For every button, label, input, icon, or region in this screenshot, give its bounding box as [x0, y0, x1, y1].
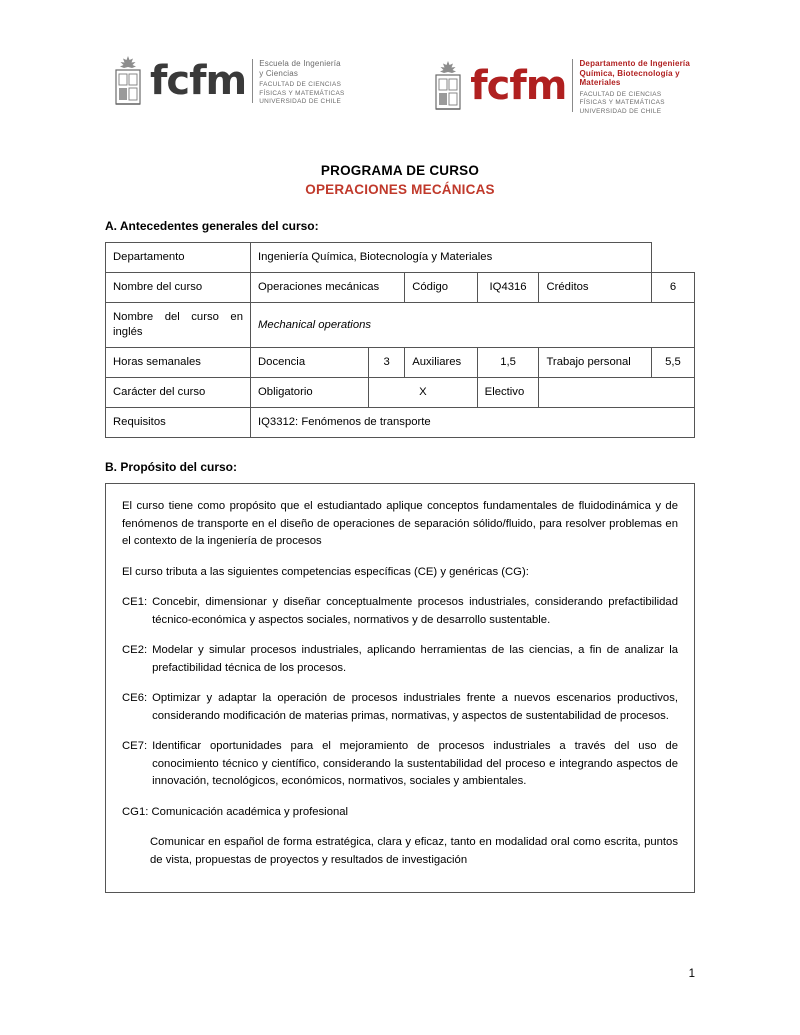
cell-nombre-label: Nombre del curso [106, 273, 251, 303]
logo-escuela-ingenieria [110, 55, 345, 107]
logo-left-line5: UNIVERSIDAD DE CHILE [259, 98, 342, 106]
cell-creditos-label: Créditos [539, 273, 652, 303]
competency-tag: CE6: [122, 692, 148, 704]
logo-left-text [259, 55, 344, 106]
competency-tag: CE7: [122, 740, 148, 752]
logo-right-line6: UNIVERSIDAD DE CHILE [579, 107, 662, 115]
generic-competency-cg1-detail: Comunicar en español de forma estratégica, clara y eficaz, tanto en modalidad oral como escrita, puntos de vista, propuestas de proyectos y resultados de investigación [150, 836, 678, 866]
competency-text: Modelar y simular procesos industriales, aplicando herramientas de las ciencias, a fin de analizar la prefactibilidad técnica de los procesos. [152, 644, 678, 674]
competency-item [122, 738, 678, 791]
cell-horas-label: Horas semanales [106, 348, 251, 378]
purpose-box [105, 483, 695, 893]
competency-item [122, 594, 678, 629]
table-row-departamento [106, 243, 695, 273]
logo-right-line2: Química, Biotecnología y [579, 68, 680, 78]
cell-auxiliares-label: Auxiliares [405, 348, 477, 378]
logo-left-line1: Escuela de Ingeniería [259, 59, 341, 69]
cell-nombre-ingles-value: Mechanical operations [251, 303, 695, 348]
competency-tag: CE1: [122, 596, 148, 608]
logo-divider [572, 59, 573, 112]
cell-requisitos-label: Requisitos [106, 408, 251, 438]
cell-auxiliares-value: 1,5 [477, 348, 539, 378]
competency-text: Optimizar y adaptar la operación de procesos industriales frente a nuevos escenarios productivos, considerando modificación de materias primas, normativas, y aspectos de sustentabilidad de procesos. [152, 692, 678, 722]
cell-obligatorio-label: Obligatorio [251, 378, 369, 408]
logo-left-line4: FÍSICAS Y MATEMÁTICAS [259, 89, 345, 97]
cell-nombre-value: Operaciones mecánicas [251, 273, 405, 303]
cell-requisitos-value: IQ3312: Fenómenos de transporte [251, 408, 695, 438]
cell-docencia-value: 3 [369, 348, 405, 378]
competency-item [122, 642, 678, 677]
cell-electivo-mark [539, 378, 695, 408]
page-title: PROGRAMA DE CURSO [320, 163, 480, 178]
competency-text: Concebir, dimensionar y diseñar conceptualmente procesos industriales, considerando prefactibilidad técnico-económica y aspectos sociales, normativos y de desarrollo sustentable. [152, 596, 678, 626]
fcfm-crest-icon [110, 55, 146, 107]
cell-departamento-label: Departamento [106, 243, 251, 273]
section-b-heading: B. Propósito del curso: [105, 460, 238, 474]
section-a-heading: A. Antecedentes generales del curso: [105, 219, 319, 233]
purpose-paragraph-1: El curso tiene como propósito que el estudiantado aplique conceptos fundamentales de fluidodinámica y de fenómenos de transporte en el diseño de operaciones de separación sólido/fluido, para resolver problemas en el contexto de la ingeniería de procesos [122, 500, 678, 547]
cell-obligatorio-mark: X [369, 378, 478, 408]
generic-competency-cg1: CG1: Comunicación académica y profesional [122, 805, 349, 818]
logo-left-line2: y Ciencias [259, 68, 299, 78]
fcfm-wordmark: fcfm [470, 62, 567, 109]
logo-right-line1: Departamento de Ingeniería [579, 59, 690, 68]
page-subtitle: OPERACIONES MECÁNICAS [305, 182, 495, 197]
cell-trabajo-label: Trabajo personal [539, 348, 652, 378]
logo-divider [252, 59, 253, 103]
competency-text: Identificar oportunidades para el mejoramiento de procesos industriales a través del uso de conocimiento técnico y científico, considerando la sustentabilidad del proceso e integrando aspectos de innovación, tecnológicos, económicos, normativos, sociales y ambientales. [152, 740, 678, 787]
table-row-horas [106, 348, 695, 378]
table-row-requisitos [106, 408, 695, 438]
page-number: 1 [688, 968, 695, 980]
cell-nombre-ingles-label: Nombre del curso en inglés [106, 303, 251, 348]
purpose-paragraph-2: El curso tributa a las siguientes competencias específicas (CE) y genéricas (CG): [122, 565, 529, 578]
cell-docencia-label: Docencia [251, 348, 369, 378]
table-row-caracter [106, 378, 695, 408]
logo-right-line4: FACULTAD DE CIENCIAS [579, 90, 662, 98]
course-details-table [105, 242, 695, 438]
cell-electivo-label: Electivo [477, 378, 539, 408]
cell-codigo-value: IQ4316 [477, 273, 539, 303]
table-row-nombre-curso [106, 273, 695, 303]
competency-tag: CE2: [122, 644, 148, 656]
cell-caracter-label: Carácter del curso [106, 378, 251, 408]
header-logos [105, 55, 695, 133]
logo-departamento [430, 55, 690, 116]
cell-creditos-value: 6 [652, 273, 695, 303]
logo-right-line5: FÍSICAS Y MATEMÁTICAS [579, 99, 665, 107]
fcfm-crest-icon [430, 60, 466, 112]
cell-trabajo-value: 5,5 [652, 348, 695, 378]
table-row-nombre-ingles [106, 303, 695, 348]
cell-departamento-value: Ingeniería Química, Biotecnología y Materiales [251, 243, 652, 273]
cell-codigo-label: Código [405, 273, 477, 303]
logo-right-line3: Materiales [579, 78, 621, 88]
competency-item [122, 690, 678, 725]
logo-right-text [579, 55, 690, 116]
logo-left-line3: FACULTAD DE CIENCIAS [259, 81, 342, 89]
fcfm-wordmark: fcfm [150, 58, 247, 104]
